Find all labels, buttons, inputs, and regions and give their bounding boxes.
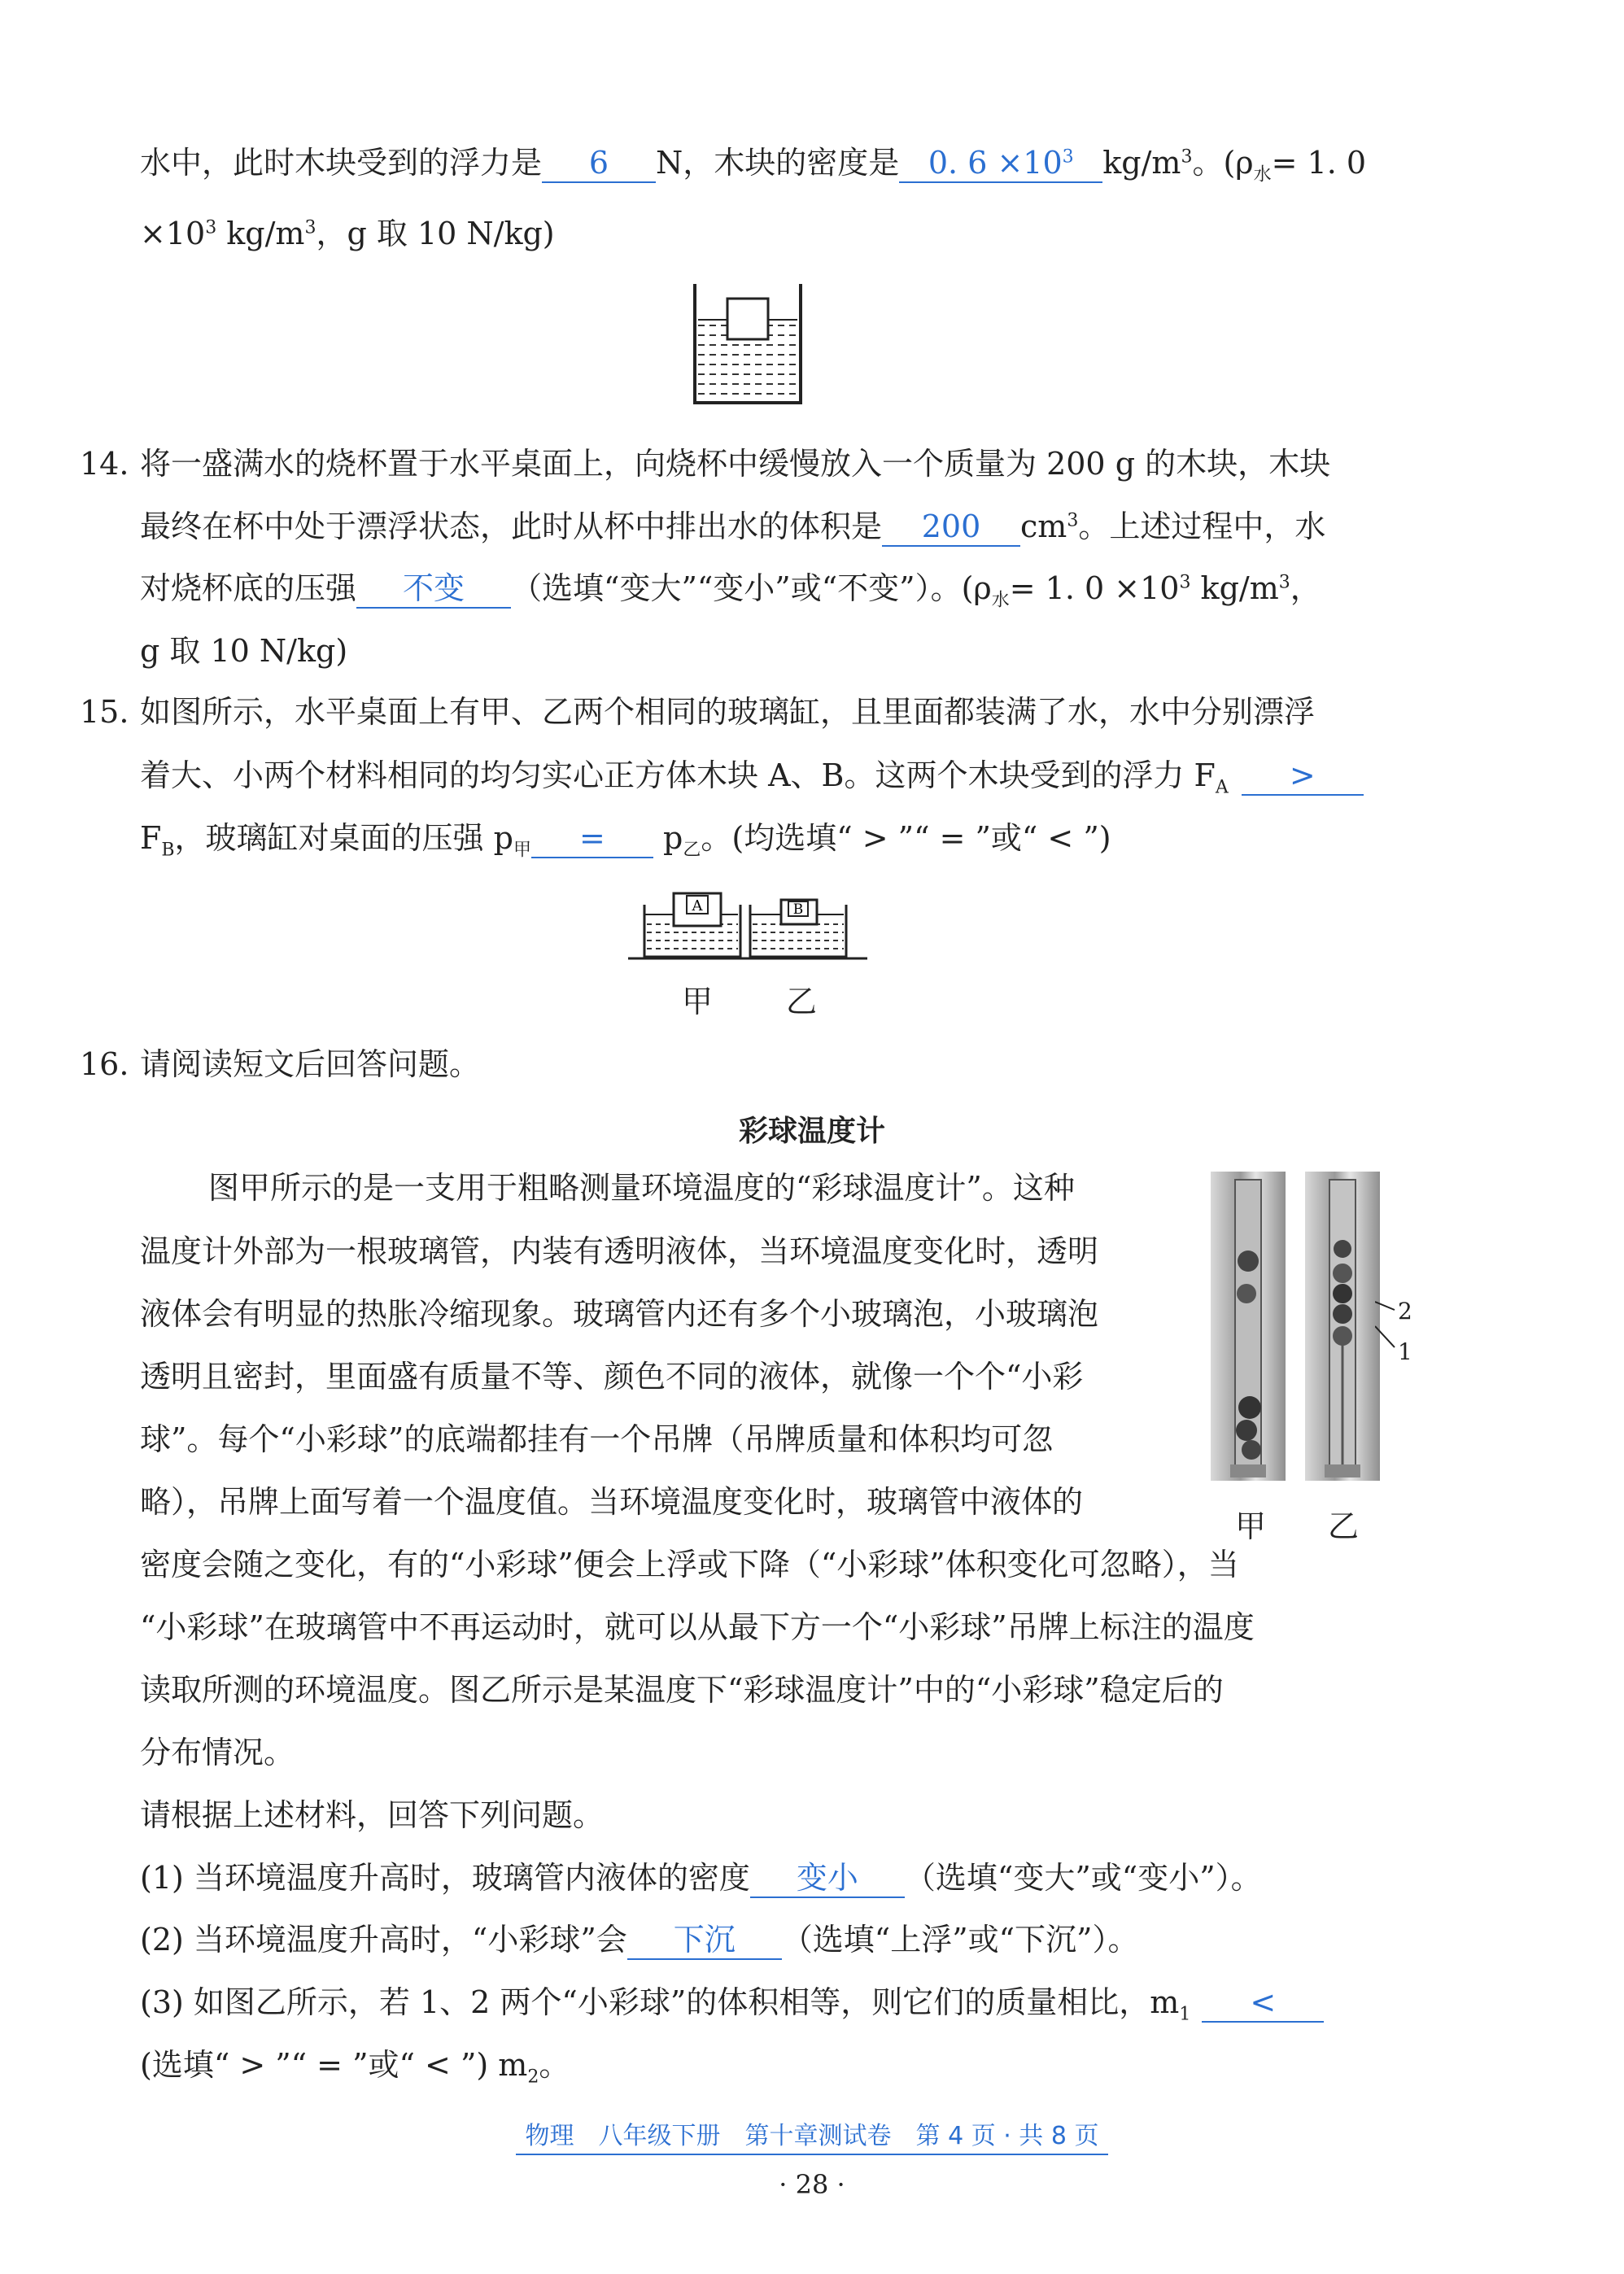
q14-line-1: 将一盛满水的烧杯置于水平桌面上，向烧杯中缓慢放入一个质量为 200 g 的木块，木块 bbox=[140, 446, 1331, 482]
passage-line-9: 读取所测的环境温度。图乙所示是某温度下“彩球温度计”中的“小彩球”稳定后的 bbox=[140, 1672, 1224, 1708]
q13-unit-exp: 3 bbox=[1181, 146, 1193, 168]
photo-label-jia: 甲 bbox=[1235, 1508, 1267, 1544]
passage-line-3: 液体会有明显的热胀冷缩现象。玻璃管内还有多个小玻璃泡，小玻璃泡 bbox=[140, 1296, 1099, 1332]
q16-sub3-text: (3) 如图乙所示，若 1、2 两个“小彩球”的体积相等，则它们的质量相比，m bbox=[140, 1984, 1180, 2020]
q14-l2-exp: 3 bbox=[1067, 510, 1079, 531]
q16-intro: 请阅读短文后回答问题。 bbox=[140, 1046, 481, 1082]
q16-sub1 bbox=[140, 1857, 1262, 1898]
block-b-label: B bbox=[792, 901, 804, 918]
q15-line-1: 如图所示，水平桌面上有甲、乙两个相同的玻璃缸，且里面都装满了水，水中分别漂浮 bbox=[140, 694, 1316, 730]
q15-l2-sub: A bbox=[1215, 777, 1229, 798]
q16-sub3-cont-text: (选填“ > ”“ = ”或“ < ”) m bbox=[140, 2047, 528, 2083]
q14-l2-b: cm bbox=[1020, 508, 1067, 544]
q13-line-2 bbox=[140, 213, 555, 254]
q13-line-1 bbox=[140, 142, 1366, 183]
page-footer bbox=[0, 2115, 1624, 2151]
q13-rho-value: = 1. 0 bbox=[1271, 145, 1367, 181]
ball-marker-2: 2 bbox=[1398, 1298, 1412, 1325]
q15-line-3 bbox=[140, 818, 1111, 861]
q14-line-4: g 取 10 N/kg) bbox=[140, 633, 348, 669]
passage-line-1: 图甲所示的是一支用于粗略测量环境温度的“彩球温度计”。这种 bbox=[208, 1170, 1075, 1206]
tank-label-yi: 乙 bbox=[786, 984, 818, 1019]
q15-l3-d: 。(均选填“ > ”“ = ”或“ < ”) bbox=[701, 820, 1111, 856]
q13-rho-sub: 水 bbox=[1253, 164, 1272, 185]
q13-text-a: 水中，此时木块受到的浮力是 bbox=[140, 145, 543, 181]
wood-block bbox=[727, 299, 768, 339]
q16-sub1-hint: （选填“变大”或“变小”）。 bbox=[904, 1860, 1262, 1896]
tanks-figure bbox=[626, 887, 871, 968]
q13-l2-exp2: 3 bbox=[304, 217, 317, 238]
q14-line-2 bbox=[140, 506, 1325, 547]
q16-sub3-sub: 1 bbox=[1179, 2004, 1191, 2025]
q14-l3-e: ， bbox=[1290, 570, 1321, 606]
q15-answer-buoyancy: > bbox=[1242, 757, 1364, 796]
passage-line-5: 球”。每个“小彩球”的底端都挂有一个吊牌（吊牌质量和体积均可忽 bbox=[140, 1421, 1054, 1457]
q13-answer-density-value: 0. 6 ×10 bbox=[928, 145, 1063, 181]
passage-title: 彩球温度计 bbox=[738, 1115, 885, 1148]
q13-l2-a: ×10 bbox=[140, 216, 206, 251]
q15-line-2 bbox=[140, 755, 1364, 796]
passage-line-6: 略），吊牌上面写着一个温度值。当环境温度变化时，玻璃管中液体的 bbox=[140, 1484, 1084, 1520]
q14-l3-b: （选填“变大”“变小”或“不变”）。(ρ bbox=[511, 570, 992, 606]
q13-l2-c: ，g 取 10 N/kg) bbox=[316, 216, 555, 251]
ball-marker-1: 1 bbox=[1398, 1338, 1412, 1365]
block-a-label: A bbox=[692, 897, 703, 914]
q14-l3-c: = 1. 0 ×10 bbox=[1009, 570, 1180, 606]
q14-l2-a: 最终在杯中处于漂浮状态，此时从杯中排出水的体积是 bbox=[140, 508, 883, 544]
q13-answer-density-exp: 3 bbox=[1062, 146, 1074, 168]
q15-l3-c: p bbox=[653, 820, 683, 856]
tank-label-jia: 甲 bbox=[682, 984, 714, 1019]
q16-sub2-answer: 下沉 bbox=[627, 1921, 782, 1960]
q14-answer-pressure: 不变 bbox=[356, 570, 511, 609]
q15-l3-sub2: 甲 bbox=[513, 840, 531, 861]
q16-ask: 请根据上述材料，回答下列问题。 bbox=[140, 1797, 605, 1833]
q14-l3-sub: 水 bbox=[991, 590, 1010, 611]
q16-sub3-cont-end: 。 bbox=[539, 2047, 570, 2083]
q13-answer-buoyancy: 6 bbox=[542, 144, 656, 183]
q16-sub2-text: (2) 当环境温度升高时，“小彩球”会 bbox=[140, 1922, 627, 1958]
q14-l3-exp: 3 bbox=[1179, 572, 1191, 593]
q15-l3-sub: B bbox=[161, 840, 175, 861]
q15-number: 15. bbox=[80, 694, 129, 730]
q13-l2-b: kg/m bbox=[216, 216, 305, 251]
q15-l3-sub3: 乙 bbox=[683, 840, 701, 861]
photo-label-yi: 乙 bbox=[1328, 1508, 1360, 1544]
q15-l3-a: F bbox=[140, 820, 162, 856]
q16-sub3-answer: < bbox=[1202, 1984, 1324, 2023]
q16-sub1-answer: 变小 bbox=[750, 1859, 905, 1898]
q16-number: 16. bbox=[80, 1046, 129, 1082]
passage-line-2: 温度计外部为一根玻璃管，内装有透明液体，当环境温度变化时，透明 bbox=[140, 1233, 1099, 1269]
q16-sub2 bbox=[140, 1919, 1138, 1960]
q14-l3-d: kg/m bbox=[1190, 570, 1279, 606]
q16-sub3 bbox=[140, 1982, 1324, 2023]
q15-l2-a: 着大、小两个材料相同的均匀实心正方体木块 A、B。这两个木块受到的浮力 F bbox=[140, 757, 1216, 793]
q14-l2-c: 。上述过程中，水 bbox=[1078, 508, 1326, 544]
q13-unit: kg/m bbox=[1102, 145, 1181, 181]
passage-line-10: 分布情况。 bbox=[140, 1735, 295, 1770]
q14-answer-volume: 200 bbox=[882, 508, 1020, 547]
q13-l2-exp: 3 bbox=[205, 217, 217, 238]
footer-text: 物理 八年级下册 第十章测试卷 第 4 页 · 共 8 页 bbox=[516, 2122, 1109, 2155]
q14-number: 14. bbox=[80, 446, 129, 482]
q14-l3-a: 对烧杯底的压强 bbox=[140, 570, 357, 606]
q13-answer-density bbox=[899, 144, 1102, 183]
q16-sub3-cont-sub: 2 bbox=[527, 2067, 539, 2088]
q13-text-b: N，木块的密度是 bbox=[656, 145, 900, 181]
q14-l3-exp2: 3 bbox=[1278, 572, 1290, 593]
thermometer-photo-yi bbox=[1305, 1172, 1380, 1481]
passage-line-8: “小彩球”在玻璃管中不再运动时，就可以从最下方一个“小彩球”吊牌上标注的温度 bbox=[140, 1609, 1255, 1645]
q16-sub3-cont bbox=[140, 2045, 570, 2088]
beaker-figure bbox=[692, 281, 805, 411]
q16-sub2-hint: （选填“上浮”或“下沉”）。 bbox=[781, 1922, 1139, 1958]
page-number: · 28 · bbox=[779, 2169, 845, 2200]
q13-rho: 。(ρ bbox=[1192, 145, 1254, 181]
q16-sub1-text: (1) 当环境温度升高时，玻璃管内液体的密度 bbox=[140, 1860, 750, 1896]
q15-answer-pressure: = bbox=[531, 819, 653, 858]
passage-line-4: 透明且密封，里面盛有质量不等、颜色不同的液体，就像一个个“小彩 bbox=[140, 1359, 1084, 1395]
q15-l3-b: ，玻璃缸对桌面的压强 p bbox=[174, 820, 513, 856]
q14-line-3 bbox=[140, 568, 1321, 609]
thermometer-photo-jia bbox=[1211, 1172, 1286, 1481]
passage-line-7: 密度会随之变化，有的“小彩球”便会上浮或下降（“小彩球”体积变化可忽略），当 bbox=[140, 1547, 1239, 1582]
